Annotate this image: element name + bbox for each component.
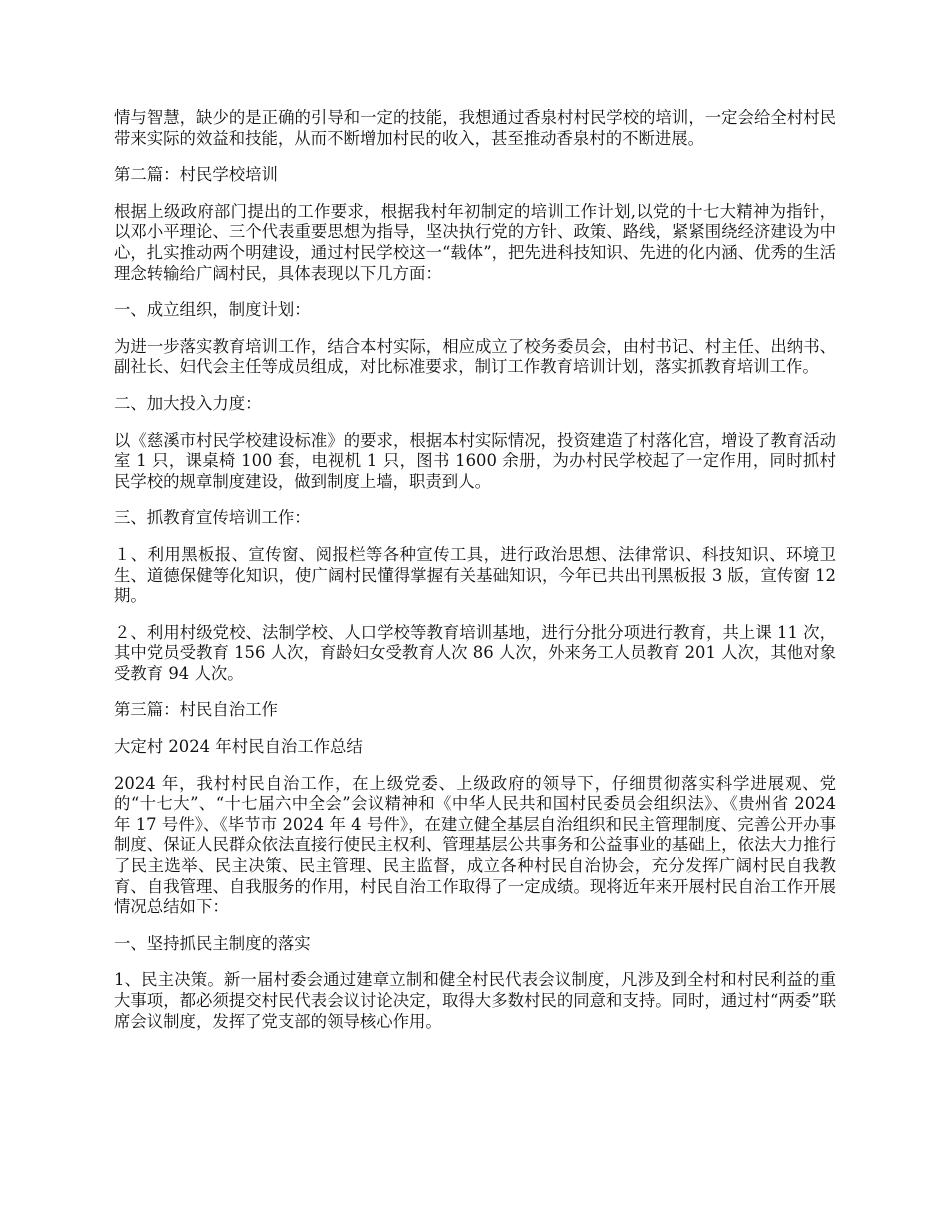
heading-democratic-system: 一、坚持抓民主制度的落实: [114, 933, 311, 953]
paragraph-part-two-intro: 根据上级政府部门提出的工作要求，根据我村年初制定的培训工作计划,以党的十七大精神为指针，以邓小平理论、三个代表重要思想为指导，坚决执行党的方针、政策、路线，紧紧围绕经济建设为中心，扎实推动两个明建设，通过村民学校这一“载体”，把先进科技知识、先进的化内涵、优秀的生活理念转输给广阔村民，具体表现以下几方面：: [114, 201, 836, 283]
section-title-part-two: 第二篇：村民学校培训: [114, 165, 278, 185]
paragraph-intro-continuation: 情与智慧，缺少的是正确的引导和一定的技能，我想通过香泉村村民学校的培训，一定会给全村村民带来实际的效益和技能，从而不断增加村民的收入，甚至推动香泉村的不断进展。: [114, 108, 836, 148]
paragraph-democratic-decision: 1、民主决策。新一届村委会通过建章立制和健全村民代表会议制度，凡涉及到全村和村民利益的重大事项，都必须提交村民代表会议讨论决定，取得大多数村民的同意和支持。同时，通过村“两委”联席会议制度，发挥了党支部的领导核心作用。: [114, 970, 836, 1031]
paragraph-publicity-1: １、利用黑板报、宣传窗、阅报栏等各种宣传工具，进行政治思想、法律常识、科技知识、环境卫生、道德保健等化知识，使广阔村民懂得掌握有关基础知识，今年已共出刊黑板报 3 版，宣传窗 12 期。: [114, 544, 836, 606]
paragraph-publicity-2: ２、利用村级党校、法制学校、人口学校等教育培训基地，进行分批分项进行教育，共上课 11 次，其中党员受教育 156 人次，育龄妇女受教育人次 86 人次，外来务工人员教育 201 人次，其他对象受教育 94 人次。: [114, 622, 836, 683]
heading-investment: 二、加大投入力度：: [114, 393, 262, 413]
section-title-part-three: 第三篇：村民自治工作: [114, 700, 278, 720]
heading-organization: 一、成立组织，制度计划：: [114, 300, 311, 320]
paragraph-investment: 以《慈溪市村民学校建设标准》的要求，根据本村实际情况，投资建造了村落化宫，增设了教育活动室 1 只，课桌椅 100 套，电视机 1 只，图书 1600 余册，为办村民学校起了一定作用，同时抓村民学校的规章制度建设，做到制度上墙，职责到人。: [114, 430, 836, 491]
heading-publicity-training: 三、抓教育宣传培训工作：: [114, 508, 311, 528]
paragraph-report-intro: 2024 年，我村村民自治工作，在上级党委、上级政府的领导下，仔细贯彻落实科学进展观、党的“十七大”、“十七届六中全会”会议精神和《中华人民共和国村民委员会组织法》、《贵州省 2024 年 17 号件》、《毕节市 2024 年 4 号件》，在建立健全基层自治组织和民主管理制度、完善公开办事制度、保证人民群众依法直接行使民主权利、管理基层公共事务和公益事业的基础上，依法大力推行了民主选举、民主决策、民主管理、民主监督，成立各种村民自治协会，充分发挥广阔村民自我教育、自我管理、自我服务的作用，村民自治工作取得了一定成绩。现将近年来开展村民自治工作开展情况总结如下：: [114, 773, 836, 917]
report-title: 大定村 2024 年村民自治工作总结: [114, 737, 363, 757]
document-body: [114, 108, 836, 1048]
paragraph-organization: 为进一步落实教育培训工作，结合本村实际，相应成立了校务委员会，由村书记、村主任、出纳书、副社长、妇代会主任等成员组成，对比标准要求，制订工作教育培训计划，落实抓教育培训工作。: [114, 336, 836, 377]
